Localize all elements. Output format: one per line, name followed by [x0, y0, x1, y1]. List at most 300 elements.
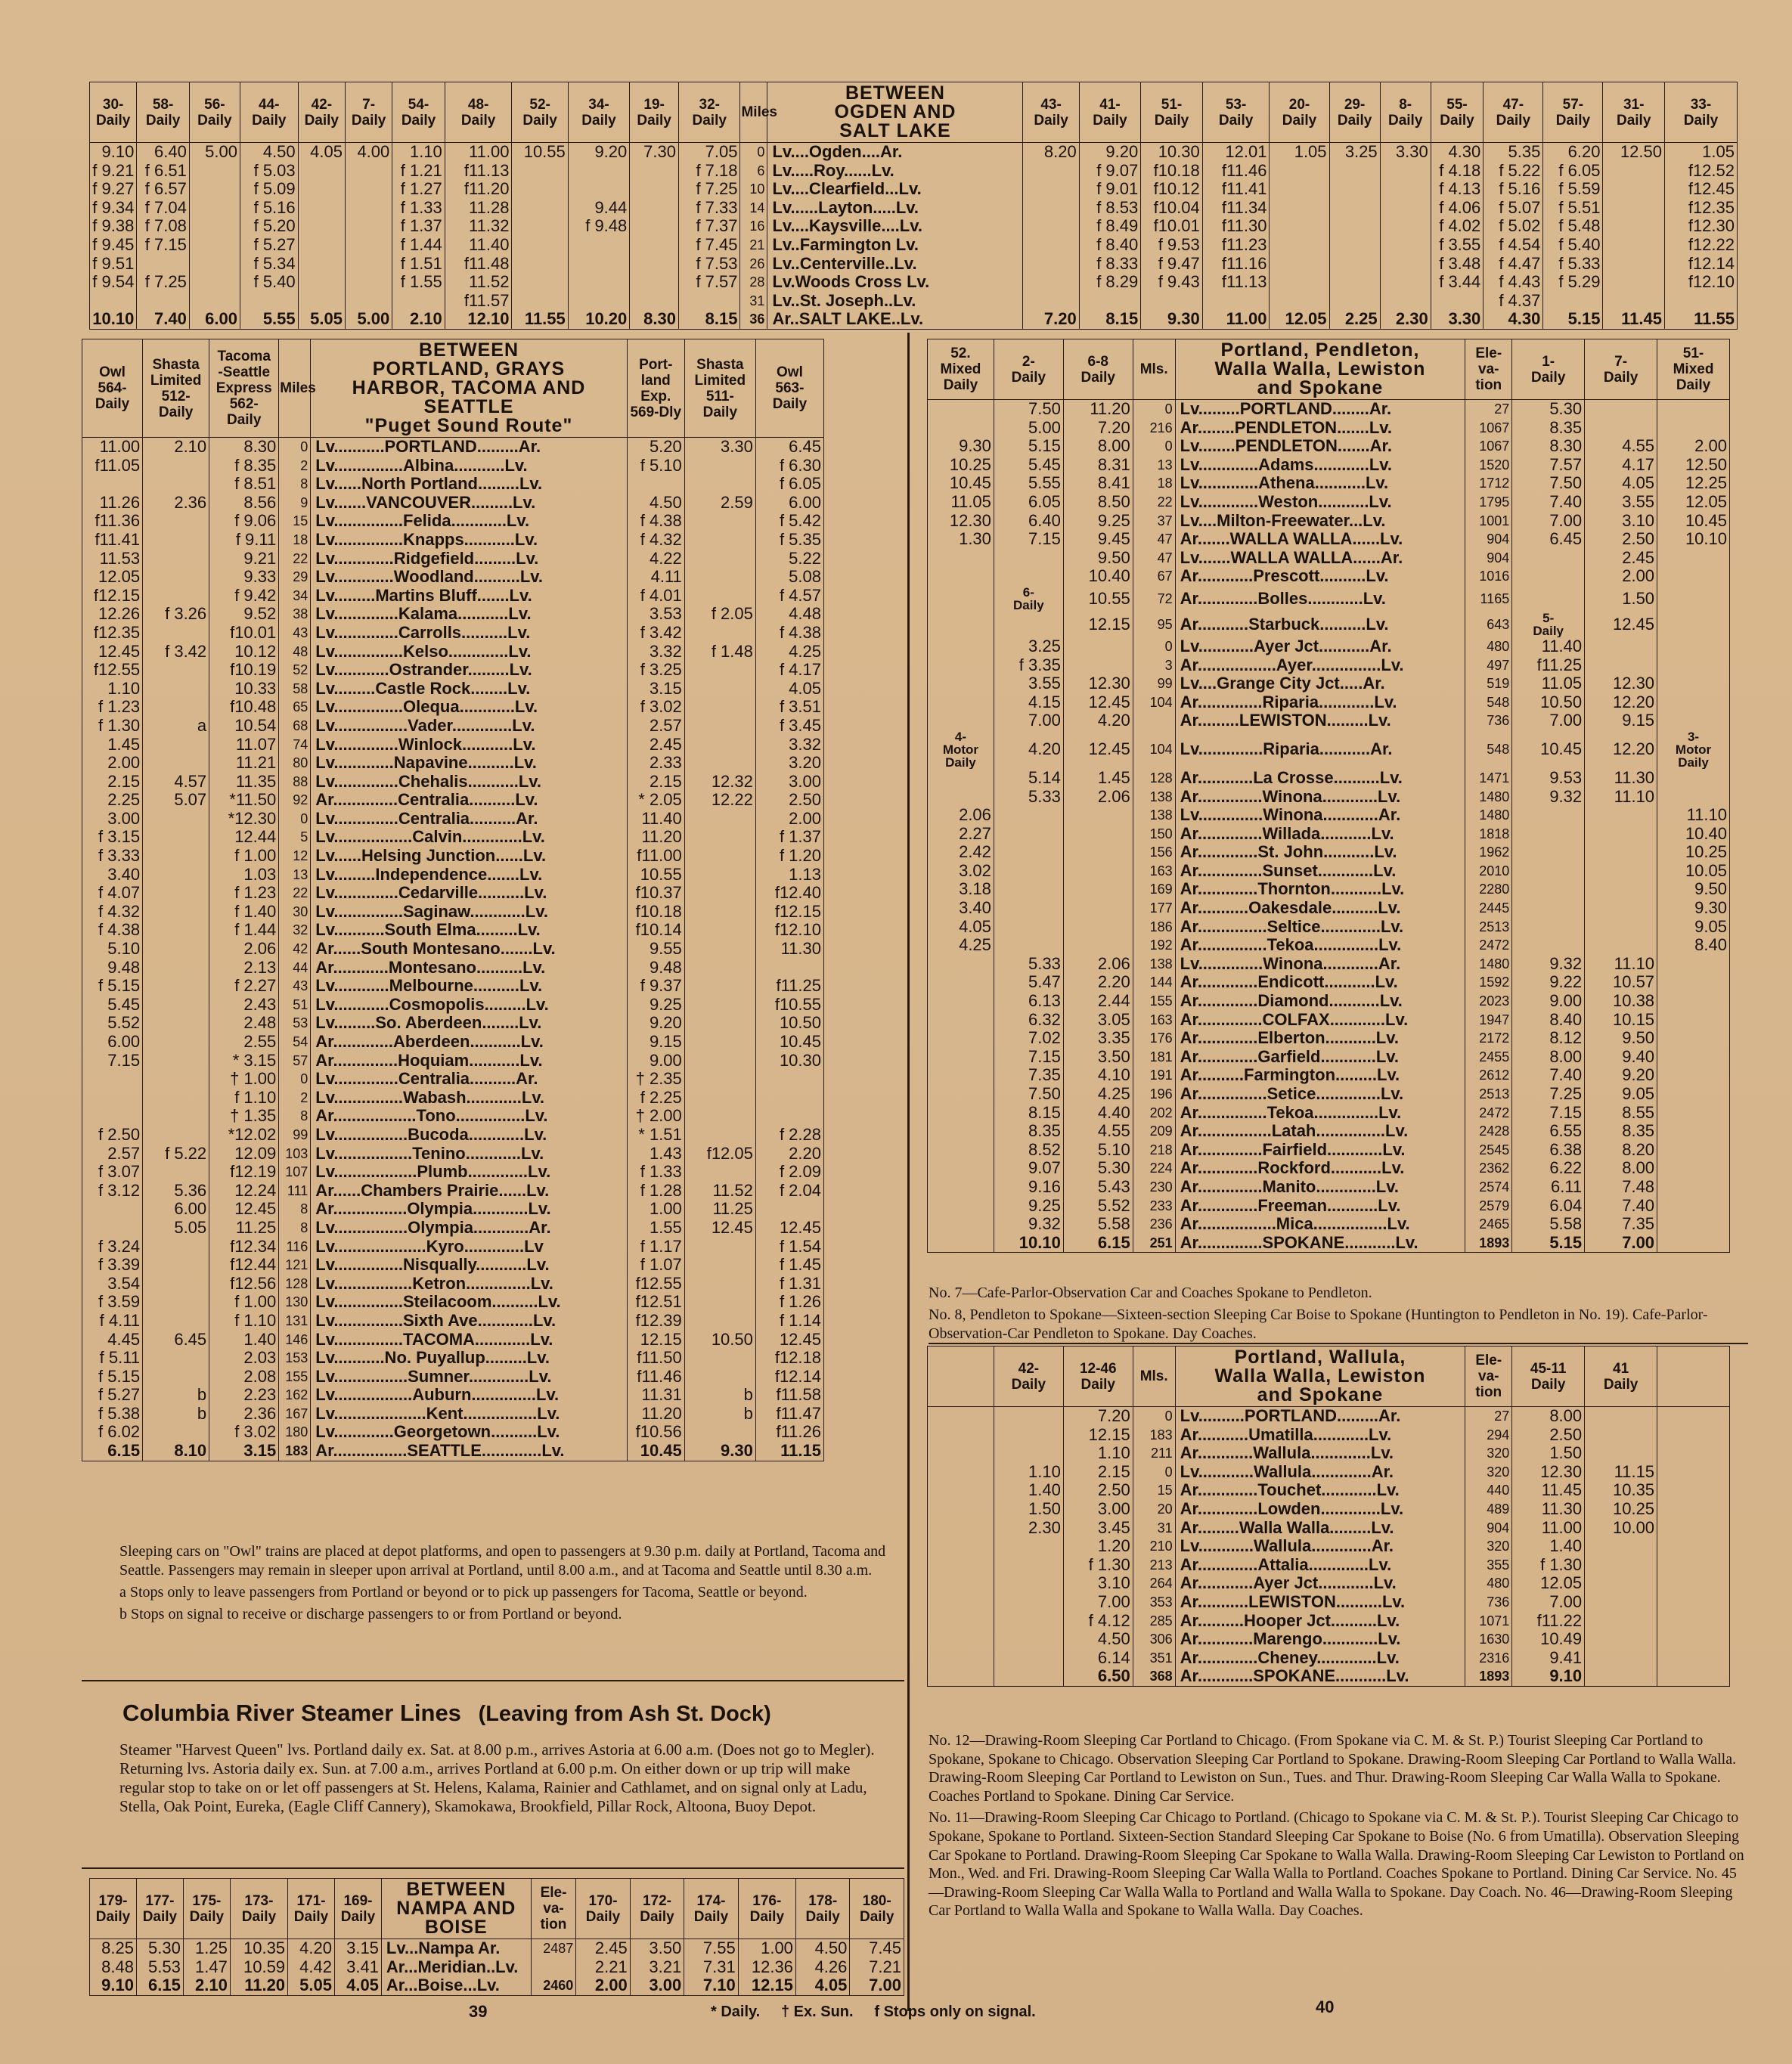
- time-cell: [630, 217, 679, 236]
- time-cell: 1947: [1465, 1011, 1512, 1030]
- time-cell: [1512, 843, 1585, 862]
- table-row: [82, 661, 824, 680]
- time-cell: [1585, 1649, 1657, 1668]
- time-cell: 6.11: [1512, 1178, 1585, 1197]
- time-cell: 8.40: [1512, 1011, 1585, 1030]
- time-cell: [568, 236, 630, 255]
- station-cell: Lv....Ogden....Ar.: [767, 143, 1023, 162]
- time-cell: 1480: [1465, 806, 1512, 825]
- time-cell: [1380, 180, 1431, 199]
- time-cell: 11.30: [1512, 1500, 1585, 1519]
- time-cell: 6.00: [755, 494, 823, 513]
- time-cell: [928, 549, 994, 568]
- station-cell: Lv..............Chehalis...........Lv.: [311, 773, 627, 792]
- time-cell: 2.30: [1380, 310, 1431, 329]
- column-header: 32- Daily: [678, 82, 740, 143]
- time-cell: 11.05: [928, 493, 994, 512]
- time-cell: [568, 292, 630, 311]
- time-cell: 7.40: [137, 310, 190, 329]
- time-cell: f11.25: [1512, 656, 1585, 675]
- time-cell: 8.15: [994, 1104, 1063, 1123]
- time-cell: 146: [279, 1331, 311, 1350]
- time-cell: 7.20: [1023, 310, 1079, 329]
- time-cell: [1657, 1066, 1730, 1085]
- time-cell: 1520: [1465, 456, 1512, 475]
- time-cell: 10.25: [1585, 1500, 1657, 1519]
- station-cell: Lv......Helsing Junction......Lv.: [311, 847, 627, 866]
- time-cell: [1585, 843, 1657, 862]
- time-cell: 12.30: [1585, 674, 1657, 693]
- table-row: [928, 1649, 1730, 1668]
- time-cell: f 2.25: [627, 1089, 684, 1108]
- time-cell: 192: [1133, 936, 1175, 955]
- time-cell: 11.20: [627, 1405, 684, 1424]
- time-cell: 4.25: [928, 936, 994, 955]
- time-cell: 9.52: [209, 605, 279, 624]
- time-cell: f 1.55: [392, 273, 445, 292]
- time-cell: 1.10: [994, 1463, 1063, 1482]
- time-cell: 2: [279, 457, 311, 476]
- table-row: [928, 674, 1730, 693]
- time-cell: 5.15: [1512, 1234, 1585, 1253]
- time-cell: [1585, 918, 1657, 937]
- time-cell: 138: [1133, 955, 1175, 974]
- table-row: [82, 1238, 824, 1257]
- time-cell: 34: [279, 587, 311, 606]
- time-cell: [684, 680, 755, 699]
- table-row: [82, 1107, 824, 1126]
- time-cell: [345, 162, 392, 181]
- time-cell: [1543, 292, 1603, 311]
- time-cell: [684, 977, 755, 996]
- time-cell: f 1.37: [755, 828, 823, 847]
- time-cell: f11.25: [755, 977, 823, 996]
- time-cell: 2010: [1465, 862, 1512, 881]
- time-cell: 8.10: [143, 1442, 209, 1461]
- time-cell: 72: [1133, 586, 1175, 612]
- time-cell: 58: [279, 680, 311, 699]
- time-cell: [137, 292, 190, 311]
- station-cell: Ar...........LEWISTON..........Lv.: [1175, 1593, 1465, 1612]
- time-cell: 5.10: [1063, 1141, 1133, 1160]
- time-cell: f 9.53: [1141, 236, 1203, 255]
- time-cell: 9.30: [928, 437, 994, 456]
- time-cell: 4.25: [755, 643, 823, 662]
- time-cell: [1585, 1426, 1657, 1445]
- time-cell: 2.25: [82, 791, 143, 810]
- station-cell: Lv....................Kyro.............Lv: [311, 1238, 627, 1257]
- time-cell: [1585, 806, 1657, 825]
- table-row: [928, 1481, 1730, 1500]
- table-row: [82, 1312, 824, 1331]
- time-cell: 12.24: [209, 1182, 279, 1201]
- time-cell: 7.21: [850, 1958, 904, 1977]
- time-cell: f 5.40: [240, 273, 298, 292]
- time-cell: f12.34: [209, 1238, 279, 1257]
- time-cell: 3.30: [1380, 143, 1431, 162]
- symbol-legend: * Daily. † Ex. Sun. f Stops only on signal.: [711, 2004, 1036, 2020]
- table-row: [928, 1593, 1730, 1612]
- time-cell: f12.14: [1664, 255, 1737, 274]
- time-cell: [1512, 862, 1585, 881]
- time-cell: f 4.43: [1484, 273, 1543, 292]
- time-cell: 4.05: [795, 1976, 849, 1995]
- time-cell: f12.55: [627, 1275, 684, 1294]
- time-cell: [1270, 273, 1329, 292]
- time-cell: f 5.10: [627, 457, 684, 476]
- time-cell: 2.03: [209, 1349, 279, 1368]
- table-row: [82, 512, 824, 531]
- time-cell: 7.45: [850, 1939, 904, 1958]
- time-cell: f 3.42: [143, 643, 209, 662]
- time-cell: 11.00: [82, 438, 143, 457]
- time-cell: 10.15: [1585, 1011, 1657, 1030]
- column-header: 179- Daily: [90, 1879, 137, 1939]
- time-cell: 10.25: [1657, 843, 1730, 862]
- time-cell: f11.13: [1202, 273, 1270, 292]
- time-cell: f11.48: [445, 255, 512, 274]
- time-cell: 904: [1465, 1519, 1512, 1538]
- time-cell: f 1.33: [392, 199, 445, 218]
- time-cell: 10.45: [755, 1033, 823, 1052]
- time-cell: 2513: [1465, 1085, 1512, 1104]
- table-row: [90, 180, 1738, 199]
- time-cell: 1962: [1465, 843, 1512, 862]
- time-cell: [143, 754, 209, 773]
- time-cell: [928, 1444, 994, 1463]
- station-cell: Ar..............Fairfield............Lv.: [1175, 1141, 1465, 1160]
- station-cell: Ar.............Elberton...........Lv.: [1175, 1029, 1465, 1048]
- time-cell: 30: [279, 903, 311, 922]
- column-header: Port- land Exp. 569-Dly: [627, 339, 684, 438]
- time-cell: [1657, 1141, 1730, 1160]
- time-cell: [143, 1238, 209, 1257]
- time-cell: 36: [740, 310, 767, 329]
- time-cell: [143, 1423, 209, 1442]
- time-cell: 4.00: [345, 143, 392, 162]
- time-cell: [143, 1293, 209, 1312]
- time-cell: 27: [1465, 1407, 1512, 1426]
- time-cell: f 1.23: [82, 698, 143, 717]
- time-cell: f 1.44: [392, 236, 445, 255]
- time-cell: [1512, 918, 1585, 937]
- time-cell: 5.52: [82, 1014, 143, 1033]
- time-cell: 2.27: [928, 825, 994, 844]
- time-cell: 2023: [1465, 992, 1512, 1011]
- time-cell: 12.15: [627, 1331, 684, 1350]
- time-cell: 9: [279, 494, 311, 513]
- time-cell: 51: [279, 996, 311, 1015]
- time-cell: f12.51: [627, 1293, 684, 1312]
- station-cell: Lv........PENDLETON.......Ar.: [1175, 437, 1465, 456]
- time-cell: 5.14: [994, 769, 1063, 788]
- time-cell: 9.25: [1063, 512, 1133, 531]
- time-cell: f12.35: [1664, 199, 1737, 218]
- time-cell: 6.55: [1512, 1122, 1585, 1141]
- station-cell: Lv.........Independence.......Lv.: [311, 866, 627, 885]
- column-header: 57- Daily: [1543, 82, 1603, 143]
- time-cell: f10.37: [627, 884, 684, 903]
- time-cell: 10.40: [1657, 825, 1730, 844]
- time-cell: 2.44: [1063, 992, 1133, 1011]
- station-cell: Lv...............Wabash............Lv.: [311, 1089, 627, 1108]
- time-cell: 7.57: [1512, 456, 1585, 475]
- time-cell: 10: [740, 180, 767, 199]
- time-cell: [928, 1574, 994, 1593]
- time-cell: [143, 1163, 209, 1182]
- time-cell: [1270, 292, 1329, 311]
- time-cell: 10.35: [1585, 1481, 1657, 1500]
- station-cell: Ar................Latah...............Lv.: [1175, 1122, 1465, 1141]
- time-cell: [1657, 400, 1730, 419]
- time-cell: 2.15: [82, 773, 143, 792]
- time-cell: 351: [1133, 1649, 1175, 1668]
- station-cell: Lv....Kaysville....Lv.: [767, 217, 1023, 236]
- time-cell: [684, 828, 755, 847]
- station-cell: Lv.........So. Aberdeen........Lv.: [311, 1014, 627, 1033]
- time-cell: 9.32: [1512, 955, 1585, 974]
- time-cell: f11.36: [82, 512, 143, 531]
- table-row: [82, 1349, 824, 1368]
- table-row: [90, 310, 1738, 329]
- time-cell: f 1.40: [209, 903, 279, 922]
- time-cell: 7.15: [82, 1052, 143, 1071]
- time-cell: [1270, 255, 1329, 274]
- time-cell: f11.41: [82, 531, 143, 550]
- time-cell: [568, 180, 630, 199]
- time-cell: f 5.15: [82, 1368, 143, 1387]
- time-cell: 2.15: [627, 773, 684, 792]
- time-cell: f11.58: [755, 1386, 823, 1405]
- time-cell: 167: [279, 1405, 311, 1424]
- table-row: [928, 825, 1730, 844]
- time-cell: [1329, 162, 1380, 181]
- time-cell: 519: [1465, 674, 1512, 693]
- table-row: [90, 1976, 904, 1995]
- time-cell: 7.00: [1063, 1593, 1133, 1612]
- time-cell: 320: [1465, 1444, 1512, 1463]
- time-cell: [1585, 825, 1657, 844]
- time-cell: 353: [1133, 1593, 1175, 1612]
- time-cell: 4.05: [755, 680, 823, 699]
- column-header: 41 Daily: [1585, 1347, 1657, 1407]
- time-cell: [994, 862, 1063, 881]
- station-cell: Ar..........Hooper Jct..........Lv.: [1175, 1612, 1465, 1631]
- time-cell: [1512, 806, 1585, 825]
- time-cell: 21: [740, 236, 767, 255]
- time-cell: [684, 736, 755, 755]
- time-cell: 3.50: [630, 1939, 684, 1958]
- time-cell: f 6.57: [137, 180, 190, 199]
- time-cell: [1023, 217, 1079, 236]
- station-cell: Ar...............Tekoa..............Lv.: [1175, 936, 1465, 955]
- column-header: 180- Daily: [850, 1879, 904, 1939]
- time-cell: [143, 903, 209, 922]
- time-cell: 10.45: [1657, 512, 1730, 531]
- time-cell: f11.22: [1512, 1612, 1585, 1631]
- station-cell: Ar...............Tekoa..............Lv.: [1175, 1104, 1465, 1123]
- column-header: Miles: [279, 339, 311, 438]
- time-cell: 218: [1133, 1141, 1175, 1160]
- column-header: 52- Daily: [512, 82, 568, 143]
- time-cell: [1603, 199, 1665, 218]
- time-cell: f 1.00: [209, 847, 279, 866]
- time-cell: 1.30: [928, 530, 994, 549]
- time-cell: [1380, 273, 1431, 292]
- time-cell: f 4.06: [1431, 199, 1484, 218]
- time-cell: [143, 1033, 209, 1052]
- time-cell: [684, 847, 755, 866]
- time-cell: 9.44: [568, 199, 630, 218]
- time-cell: 2472: [1465, 936, 1512, 955]
- station-cell: Lv.......VANCOUVER.........Lv.: [311, 494, 627, 513]
- time-cell: 7.48: [1585, 1178, 1657, 1197]
- time-cell: 1001: [1465, 512, 1512, 531]
- time-cell: [345, 199, 392, 218]
- time-cell: 8.00: [1512, 1407, 1585, 1426]
- time-cell: 12.30: [928, 512, 994, 531]
- time-cell: [1585, 400, 1657, 419]
- time-cell: [928, 1234, 994, 1253]
- time-cell: 3.00: [755, 773, 823, 792]
- time-cell: 9.15: [627, 1033, 684, 1052]
- time-cell: f 3.42: [627, 624, 684, 643]
- time-cell: 5.55: [240, 310, 298, 329]
- time-cell: f 5.07: [1484, 199, 1543, 218]
- table-row: [82, 698, 824, 717]
- time-cell: [1063, 656, 1133, 675]
- time-cell: 3.35: [1063, 1029, 1133, 1048]
- station-cell: Lv......Layton.....Lv.: [767, 199, 1023, 218]
- column-header: Mls.: [1133, 1347, 1175, 1407]
- time-cell: [684, 884, 755, 903]
- time-cell: 2.10: [143, 438, 209, 457]
- time-cell: f 5.35: [755, 531, 823, 550]
- column-header: 33- Daily: [1664, 82, 1737, 143]
- time-cell: 4.15: [994, 693, 1063, 712]
- time-cell: 210: [1133, 1537, 1175, 1556]
- time-cell: f11.30: [1202, 217, 1270, 236]
- station-cell: Ar.............Attalia.............Lv.: [1175, 1556, 1465, 1575]
- table-row: [82, 866, 824, 885]
- time-cell: 306: [1133, 1630, 1175, 1649]
- time-cell: 191: [1133, 1066, 1175, 1085]
- time-cell: f 8.33: [1079, 255, 1141, 274]
- time-cell: [1585, 1574, 1657, 1593]
- station-cell: Lv...............Sixth Ave............Lv.: [311, 1312, 627, 1331]
- time-cell: [1380, 162, 1431, 181]
- time-cell: 6.15: [136, 1976, 183, 1995]
- time-cell: [1585, 1537, 1657, 1556]
- time-cell: 12.30: [1512, 1463, 1585, 1482]
- station-cell: Lv.Woods Cross Lv.: [767, 273, 1023, 292]
- time-cell: 7.10: [684, 1976, 738, 1995]
- table-row: [82, 1089, 824, 1108]
- column-header: 173- Daily: [230, 1879, 287, 1939]
- time-cell: 196: [1133, 1085, 1175, 1104]
- time-cell: 9.22: [1512, 973, 1585, 992]
- station-cell: Ar................Olympia............Lv.: [311, 1200, 627, 1219]
- time-cell: [1657, 955, 1730, 974]
- time-cell: f 3.55: [1431, 236, 1484, 255]
- time-cell: f 9.54: [90, 273, 137, 292]
- time-cell: 9.50: [1063, 549, 1133, 568]
- time-cell: 7.00: [1512, 711, 1585, 730]
- spokane2-grid: [927, 1346, 1730, 1687]
- time-cell: f 4.54: [1484, 236, 1543, 255]
- station-cell: Ar..............Willada...........Lv.: [1175, 825, 1465, 844]
- time-cell: [928, 586, 994, 612]
- column-header: 176- Daily: [738, 1879, 795, 1939]
- time-cell: 12.50: [1603, 143, 1665, 162]
- time-cell: [512, 199, 568, 218]
- time-cell: 177: [1133, 899, 1175, 918]
- station-cell: Lv.............Ridgefield.........Lv.: [311, 550, 627, 569]
- time-cell: 8.31: [1063, 456, 1133, 475]
- time-cell: 9.55: [627, 940, 684, 959]
- time-cell: f10.48: [209, 698, 279, 717]
- time-cell: 37: [1133, 512, 1175, 531]
- time-cell: 3.10: [1585, 512, 1657, 531]
- time-cell: 7.31: [684, 1958, 738, 1977]
- table-row: [82, 1256, 824, 1275]
- time-cell: f 2.50: [82, 1126, 143, 1145]
- time-cell: 4.55: [1063, 1122, 1133, 1141]
- table-row: [90, 255, 1738, 274]
- column-header: 171- Daily: [288, 1879, 335, 1939]
- time-cell: [630, 162, 679, 181]
- time-cell: [1657, 419, 1730, 438]
- time-cell: f 1.45: [755, 1256, 823, 1275]
- time-cell: 3.21: [630, 1958, 684, 1977]
- time-cell: [143, 587, 209, 606]
- time-cell: 1712: [1465, 474, 1512, 493]
- station-cell: Lv................Olympia............Ar.: [311, 1219, 627, 1238]
- station-cell: Lv..........PORTLAND.........Ar.: [1175, 1407, 1465, 1426]
- time-cell: [928, 693, 994, 712]
- time-cell: 10.45: [627, 1442, 684, 1461]
- time-cell: 11.10: [1585, 955, 1657, 974]
- time-cell: [512, 217, 568, 236]
- time-cell: 8.41: [1063, 474, 1133, 493]
- time-cell: 163: [1133, 1011, 1175, 1030]
- time-cell: [1329, 273, 1380, 292]
- time-cell: 12.45: [684, 1219, 755, 1238]
- time-cell: [1063, 880, 1133, 899]
- time-cell: 6.13: [994, 992, 1063, 1011]
- column-header: [1657, 1347, 1730, 1407]
- time-cell: 26: [740, 255, 767, 274]
- time-cell: f 2.05: [684, 605, 755, 624]
- station-cell: Lv....Milton-Freewater...Lv.: [1175, 512, 1465, 531]
- station-cell: Ar............Prescott..........Lv.: [1175, 567, 1465, 586]
- time-cell: [143, 1107, 209, 1126]
- time-cell: 9.41: [1512, 1649, 1585, 1668]
- time-cell: 2.59: [684, 494, 755, 513]
- time-cell: f 1.10: [209, 1089, 279, 1108]
- station-cell: Ar..............Hoquiam...........Lv.: [311, 1052, 627, 1071]
- time-cell: [143, 1368, 209, 1387]
- time-cell: [684, 1293, 755, 1312]
- time-cell: 5.00: [189, 143, 240, 162]
- time-cell: f 1.48: [684, 643, 755, 662]
- time-cell: 131: [279, 1312, 311, 1331]
- time-cell: [1133, 711, 1175, 730]
- time-cell: 2.55: [209, 1033, 279, 1052]
- time-cell: 2513: [1465, 918, 1512, 937]
- time-cell: 4.57: [143, 773, 209, 792]
- time-cell: f 1.51: [392, 255, 445, 274]
